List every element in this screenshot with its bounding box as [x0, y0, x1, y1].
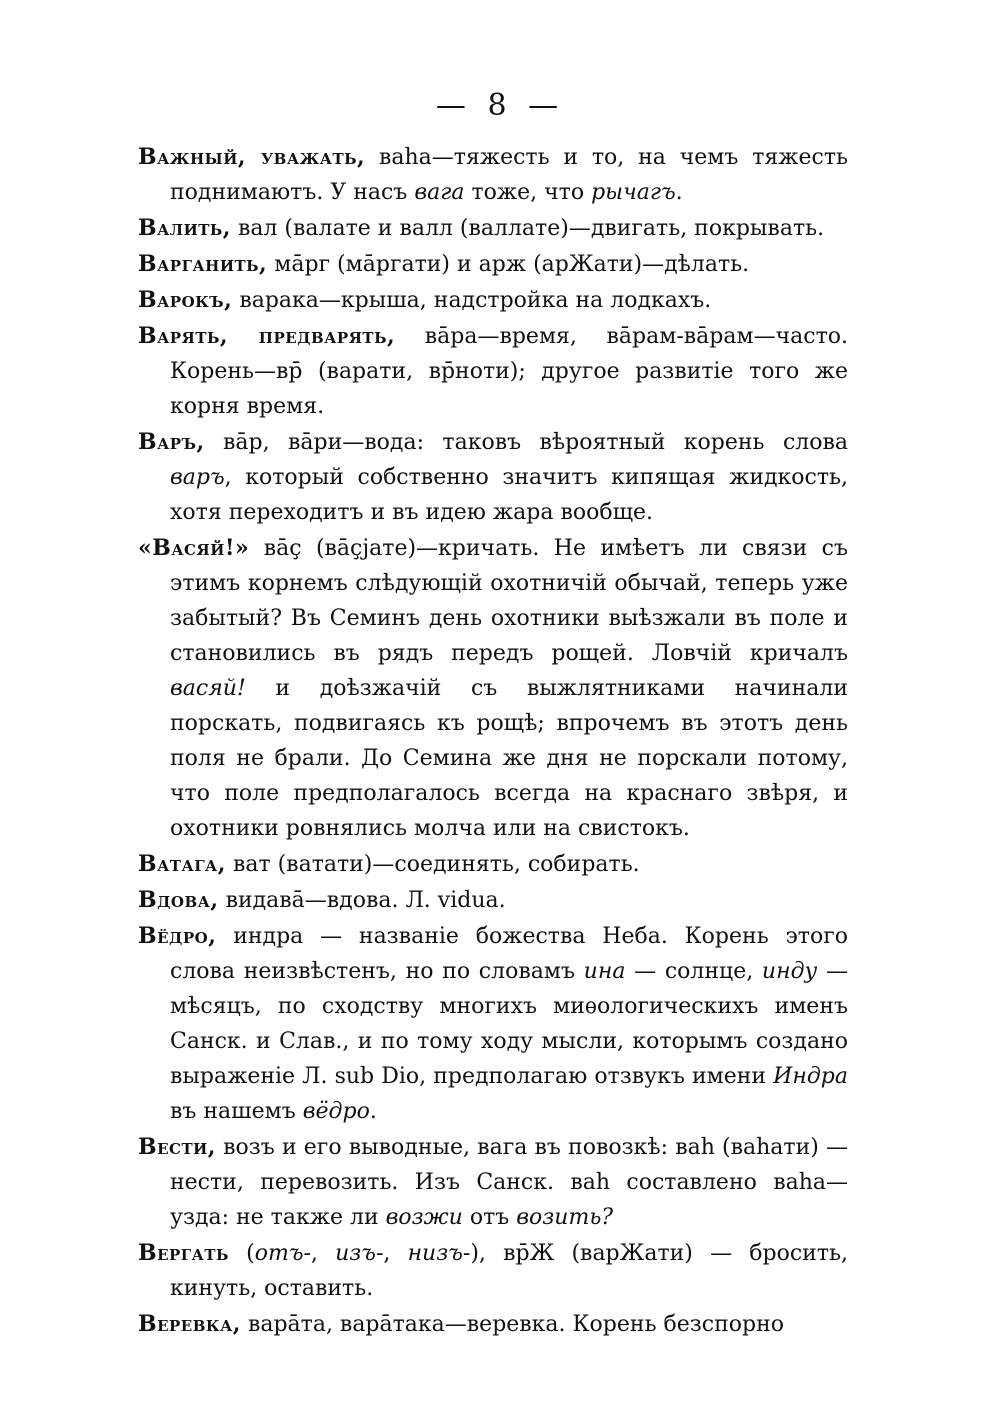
entry: Валить, вал (валате и валл (валлате)—двигать, покрывать. — [138, 215, 825, 241]
entry-headword: Вести, — [138, 1134, 216, 1160]
entry-headword: Валить, — [138, 215, 231, 241]
entry-headword: Вергать — [138, 1240, 229, 1266]
entry-headword: Вёдро, — [138, 923, 217, 949]
entry-headword: Ватага, — [138, 851, 226, 877]
entry: Вёдро, индра — названіе божества Неба. Корень этого слова неизвѣстенъ, но по словамъ ина — солнце, инду — мѣсяцъ, по сходству многихъ миѳологическихъ именъ Санск. и Слав., и по тому ходу мысли, которымъ создано выраженіе Л. sub Dio, предполагаю отзвукъ имени Индра въ нашемъ вёдро. — [138, 923, 848, 1124]
entry: «Васяй!» ва̄ç (ва̄çјате)—кричать. Не имѣетъ ли связи съ этимъ корнемъ слѣдующій охотничій обычай, теперь уже забытый? Въ Семинъ день охотники выѣзжали въ поле и становились въ рядъ передъ рощей. Ловчій кричалъ васяй! и доѣзжачій съ выжлятниками начинали порскать, подвигаясь къ рощѣ; впрочемъ въ этотъ день поля не брали. До Семина же дня не порскали потому, что поле предполагалось всегда на краснаго звѣря, и охотники ровнялись молча или на свистокъ. — [138, 535, 848, 841]
entry-headword: «Васяй!» — [138, 535, 250, 561]
entry: Варъ, ва̄р, ва̄ри—вода: таковъ вѣроятный корень слова варъ, который собственно значитъ кипящая жидкость, хотя переходитъ и въ идею жара вообще. — [138, 429, 849, 525]
entry: Ватага, ват (ватати)—соединять, собирать. — [138, 851, 640, 877]
entry-headword: Вдова, — [138, 887, 219, 913]
entry-headword: Важный, уважать, — [138, 144, 366, 170]
entry: Вдова, видава̄—вдова. Л. vidua. — [138, 887, 506, 913]
entry: Варганить, ма̄рг (ма̄ргати) и арж (арЖати)—дѣлать. — [138, 251, 750, 277]
entry: Варять, предварять, ва̄ра—время, ва̄рам-ва̄рам—часто. Корень—вр̄ (варати, вр̄ноти); другое развитіе того же корня время. — [138, 323, 848, 419]
entry: Вергать (отъ-, изъ-, низъ-), вр̄Ж (варЖати) — бросить, кинуть, оставить. — [138, 1240, 848, 1301]
entry-headword: Варганить, — [138, 251, 268, 277]
entry-headword: Веревка, — [138, 1311, 241, 1337]
entry: Вести, возъ и его выводные, вага въ повозкѣ: ваh (ваhати) — нести, перевозить. Изъ Санск. ваh составлено ваhа—узда: не также ли возжи отъ возить? — [138, 1134, 849, 1230]
dictionary-text — [138, 140, 848, 1342]
entry: Важный, уважать, ваhа—тяжесть и то, на чемъ тяжесть поднимаютъ. У насъ вага тоже, что рычагъ. — [138, 144, 849, 205]
entry: Варокъ, варака—крыша, надстройка на лодкахъ. — [138, 287, 712, 313]
entry-headword: Варокъ, — [138, 287, 233, 313]
entry: Веревка, вара̄та, вара̄така—веревка. Корень безспорно — [138, 1311, 785, 1337]
entry-headword: Варять, предварять, — [138, 323, 396, 349]
entry-headword: Варъ, — [138, 429, 205, 455]
page-number: — 8 — — [435, 88, 565, 123]
